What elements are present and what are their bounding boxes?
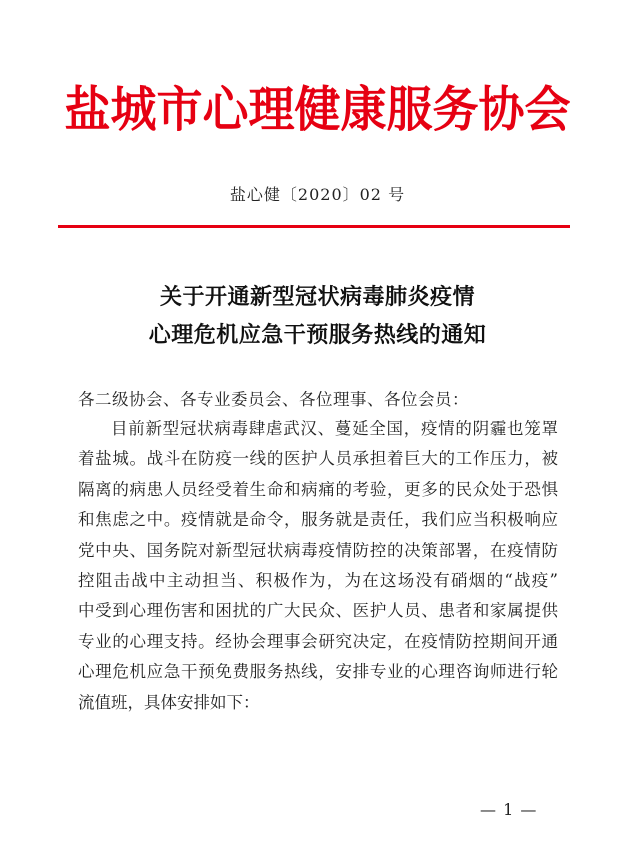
salutation: 各二级协会、各专业委员会、各位理事、各位会员： <box>78 390 469 409</box>
body-paragraph <box>78 414 558 718</box>
body-line: 专业的心理支持。经协会理事会研究决定，在疫情防控期间开通 <box>78 631 558 651</box>
body-line: 和焦虑之中。疫情就是命令，服务就是责任，我们应当积极响应 <box>78 510 558 530</box>
body-line: 心理危机应急干预免费服务热线，安排专业的心理咨询师进行轮 <box>78 662 558 682</box>
page-number: — 1 — <box>480 800 538 819</box>
organization-name-header: 盐城市心理健康服务协会 <box>64 80 571 138</box>
body-line: 着盐城。战斗在防疫一线的医护人员承担着巨大的工作压力，被 <box>78 449 558 469</box>
body-line: 目前新型冠状病毒肆虐武汉、蔓延全国，疫情的阴霾也笼罩 <box>111 419 558 438</box>
red-divider-line <box>58 225 570 228</box>
body-line: 控阻击战中主动担当、积极作为，为在这场没有硝烟的“战疫” <box>78 570 558 590</box>
body-line: 党中央、国务院对新型冠状病毒疫情防控的决策部署，在疫情防 <box>78 540 558 560</box>
body-line: 隔离的病患人员经受着生命和病痛的考验，更多的民众处于恐惧 <box>78 479 558 499</box>
document-title-line-1: 关于开通新型冠状病毒肺炎疫情 <box>159 284 475 310</box>
body-line: 中受到心理伤害和困扰的广大民众、医护人员、患者和家属提供 <box>78 601 558 621</box>
document-title <box>0 278 635 354</box>
document-number: 盐心健〔2020〕02 号 <box>229 185 406 204</box>
document-title-line-2: 心理危机应急干预服务热线的通知 <box>148 322 487 348</box>
body-line: 流值班，具体安排如下： <box>78 692 260 712</box>
